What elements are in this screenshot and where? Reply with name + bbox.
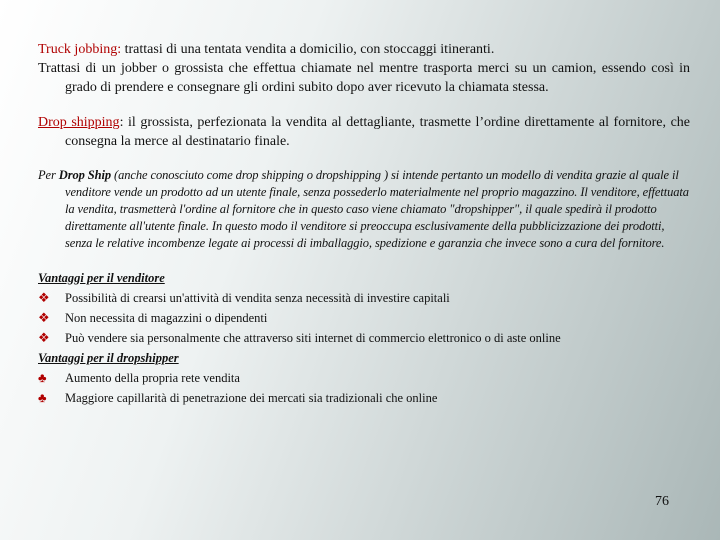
diamond-bullet-icon: ❖ <box>38 310 50 325</box>
list-item-text: Aumento della propria rete vendita <box>65 371 240 385</box>
list-item <box>38 288 690 308</box>
club-bullet-icon: ♣ <box>38 390 47 405</box>
truck-jobbing-term: Truck jobbing: <box>38 42 122 57</box>
list-item <box>38 328 690 348</box>
truck-jobbing-definition: Trattasi di un jobber o grossista che effettua chiamate nel mentre trasporta merci su un camion, essendo così in grado di prendere e consegnare gli ordini subito dopo aver ricevuto la chiamata stessa. <box>38 61 690 95</box>
diamond-bullet-icon: ❖ <box>38 290 50 305</box>
list-item <box>38 308 690 328</box>
diamond-bullet-icon: ❖ <box>38 330 50 345</box>
list-item-text: Maggiore capillarità di penetrazione dei mercati sia tradizionali che online <box>65 391 438 405</box>
drop-ship-term: Drop Ship <box>58 168 112 182</box>
drop-shipping-text: : il grossista, perfezionata la vendita al dettagliante, trasmette l’ordine direttamente al fornitore, che consegna la merce al destinatario finale. <box>65 115 690 149</box>
club-bullet-icon: ♣ <box>38 370 47 385</box>
drop-ship-prefix: Per <box>38 168 59 182</box>
drop-shipping-term: Drop shipping <box>38 115 120 130</box>
list-item-text: Non necessita di magazzini o dipendenti <box>65 311 268 325</box>
page-number: 76 <box>655 494 669 509</box>
list-item <box>38 388 690 408</box>
list-item-text: Può vendere sia personalmente che attraverso siti internet di commercio elettronico o di aste online <box>65 331 561 345</box>
drop-ship-text: (anche conosciuto come drop shipping o dropshipping ) si intende pertanto un modello di vendita grazie al quale il venditore vende un prodotto ad un utente finale, senza possederlo materialmente nel proprio magazzino. Il venditore, effettuata la vendita, trasmetterà l'ordine al fornitore che in questo caso viene chiamato "dropshipper", il quale spedirà il prodotto direttamente all'utente finale. In questo modo il venditore si preoccupa esclusivamente della pubblicizzazione dei prodotti, senza le relative incombenze legate ai processi di imballaggio, spedizione e garanzia che invece sono a cura del fornitore. <box>65 168 689 250</box>
truck-jobbing-intro <box>38 40 690 59</box>
drop-ship-paragraph <box>38 167 690 252</box>
drop-shipping-paragraph <box>38 113 690 151</box>
vantaggi-dropshipper-title: Vantaggi per il dropshipper <box>38 351 179 365</box>
vantaggi-venditore-title: Vantaggi per il venditore <box>38 271 165 285</box>
list-item <box>38 368 690 388</box>
truck-jobbing-text: trattasi di una tentata vendita a domicilio, con stoccaggi itineranti. <box>121 42 495 57</box>
slide-content <box>38 40 690 408</box>
advantages-section <box>38 268 690 408</box>
list-item-text: Possibilità di crearsi un'attività di vendita senza necessità di investire capitali <box>65 291 450 305</box>
